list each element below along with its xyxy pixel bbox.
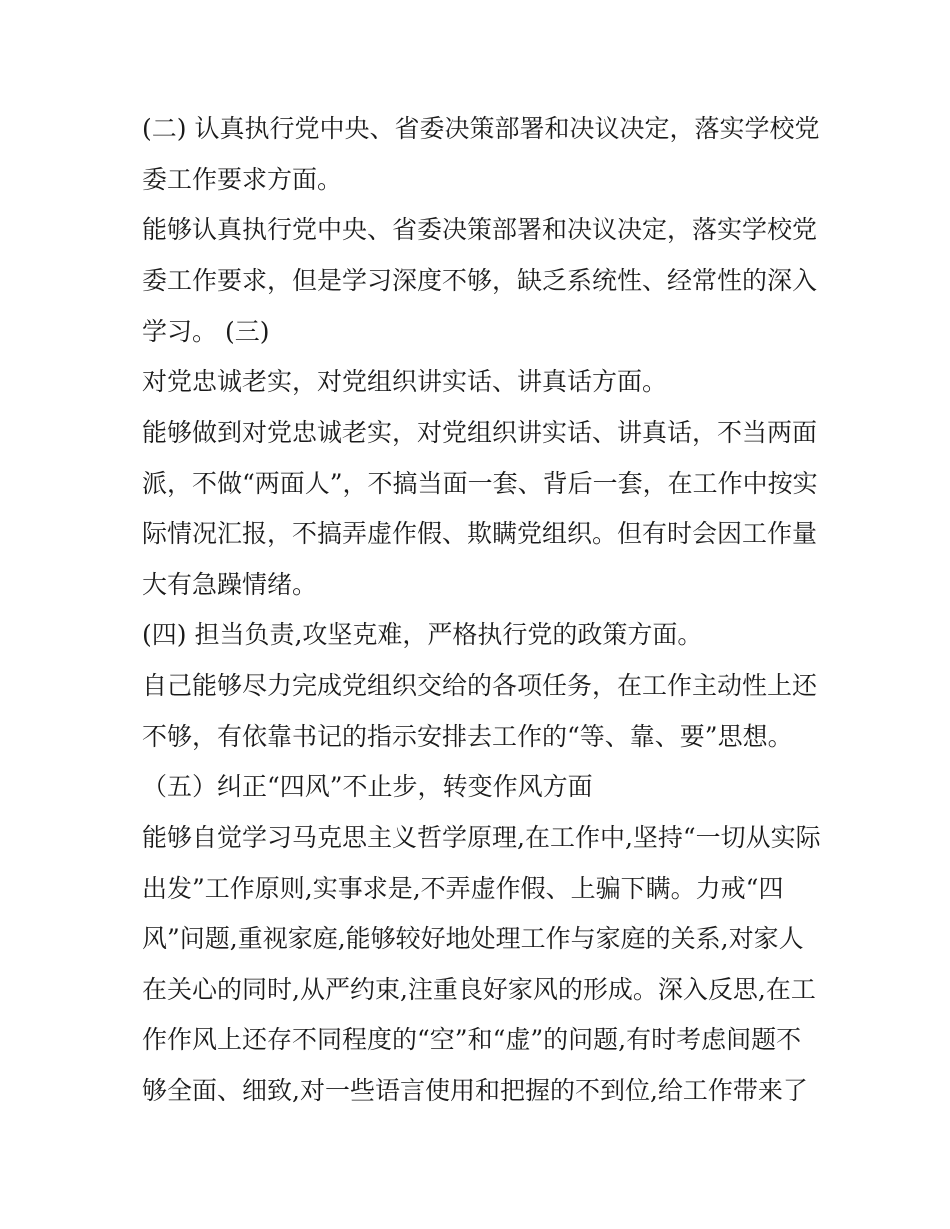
text-line: 能够自觉学习马克思主义哲学原理,在工作中,坚持“一切从实际 [142, 823, 821, 852]
text-line: 大有急躁情绪。 [142, 570, 318, 599]
text-line: 自己能够尽力完成党组织交给的各项任务，在工作主动性上还 [142, 671, 818, 700]
text-line: 在关心的同时,从严约束,注重良好家风的形成。深入反思,在工 [142, 975, 816, 1004]
text-line: 委工作要求方面。 [142, 165, 343, 194]
text-line: 对党忠诚老实，对党组织讲实话、讲真话方面。 [142, 367, 668, 396]
text-line: 派，不做“两面人”，不搞当面一套、背后一套，在工作中按实 [142, 469, 818, 498]
text-line: (四) 担当负责,攻坚克难，严格执行党的政策方面。 [142, 620, 703, 649]
text-line: 出发”工作原则,实事求是,不弄虚作假、上骗下瞒。力戒“四 [142, 874, 784, 903]
text-line: 够全面、细致,对一些语言使用和把握的不到位,给工作带来了 [142, 1076, 808, 1105]
text-line: 风”问题,重视家庭,能够较好地处理工作与家庭的关系,对家人 [142, 924, 804, 953]
text-line: 能够认真执行党中央、省委决策部署和决议决定，落实学校党 [142, 215, 818, 244]
text-line: (二) 认真执行党中央、省委决策部署和决议决定，落实学校党 [142, 114, 820, 143]
text-line: 学习。 (三) [142, 317, 270, 346]
text-line: 际情况汇报，不搞弄虚作假、欺瞒党组织。但有时会因工作量 [142, 519, 818, 548]
text-line: 作作风上还存不同程度的“空”和“虚”的问题,有时考虑间题不 [142, 1025, 802, 1054]
text-line: 能够做到对党忠诚老实，对党组织讲实话、讲真话，不当两面 [142, 418, 818, 447]
text-line: 委工作要求，但是学习深度不够，缺乏系统性、经常性的深入 [142, 266, 818, 295]
text-line: 不够，有依靠书记的指示安排去工作的“等、靠、要”思想。 [142, 722, 793, 751]
text-line: （五）纠正“四风”不止步，转变作风方面 [142, 772, 593, 801]
